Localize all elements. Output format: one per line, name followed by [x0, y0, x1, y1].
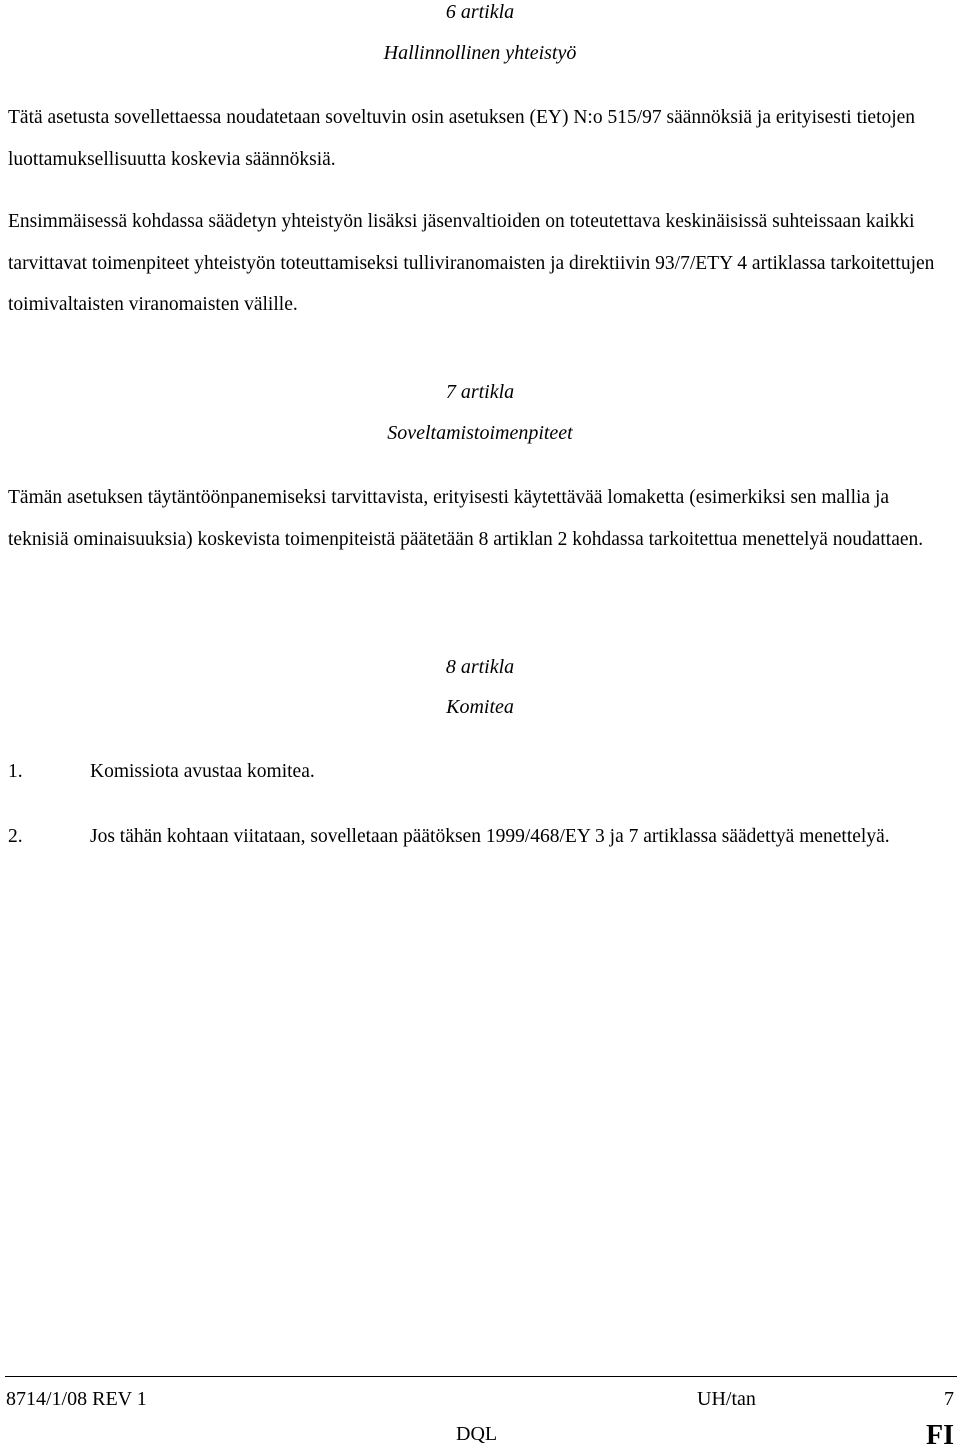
- item-number: 2.: [8, 826, 23, 847]
- item-text: Komissiota avustaa komitea.: [90, 761, 315, 782]
- article-7-number: 7 artikla: [445, 381, 515, 403]
- footer-page-number: 7: [944, 1388, 954, 1410]
- footer-language: FI: [926, 1420, 954, 1451]
- item-text: Jos tähän kohtaan viitataan, sovelletaan päätöksen 1999/468/EY 3 ja 7 artiklassa säädettyä menettelyä.: [90, 826, 890, 847]
- article-8-title: Komitea: [446, 696, 514, 718]
- article-7-paragraph-1: Tämän asetuksen täytäntöönpanemiseksi tarvittavista, erityisesti käytettävää lomaketta (esimerkiksi sen mallia ja teknisiä ominaisuuksia) koskevista toimenpiteistä päätetään 8 artiklan 2 kohdassa tarkoitettua menettelyä noudattaen.: [8, 487, 924, 550]
- item-number: 1.: [8, 761, 23, 782]
- article-6-number: 6 artikla: [445, 1, 515, 23]
- article-6-paragraph-1: Tätä asetusta sovellettaessa noudatetaan soveltuvin osin asetuksen (EY) N:o 515/97 säännöksiä ja erityisesti tietojen luottamuksellisuutta koskevia säännöksiä.: [8, 107, 916, 170]
- article-6-paragraph-2: Ensimmäisessä kohdassa säädetyn yhteistyön lisäksi jäsenvaltioiden on toteutettava keskinäisissä suhteissaan kaikki tarvittavat toimenpiteet yhteistyön toteuttamiseksi tulliviranomaisten ja direktiivin 93/7/ETY 4 artiklassa tarkoitettujen toimivaltaisten viranomaisten välille.: [8, 211, 935, 315]
- footer-department: DQL: [456, 1423, 498, 1445]
- article-7-title: Soveltamistoimenpiteet: [387, 422, 573, 444]
- footer-rule: [5, 1376, 957, 1377]
- footer-doc-ref: 8714/1/08 REV 1: [6, 1388, 147, 1410]
- article-8-number: 8 artikla: [445, 656, 515, 678]
- footer-author: UH/tan: [697, 1388, 756, 1410]
- article-6-title: Hallinnollinen yhteistyö: [383, 42, 577, 64]
